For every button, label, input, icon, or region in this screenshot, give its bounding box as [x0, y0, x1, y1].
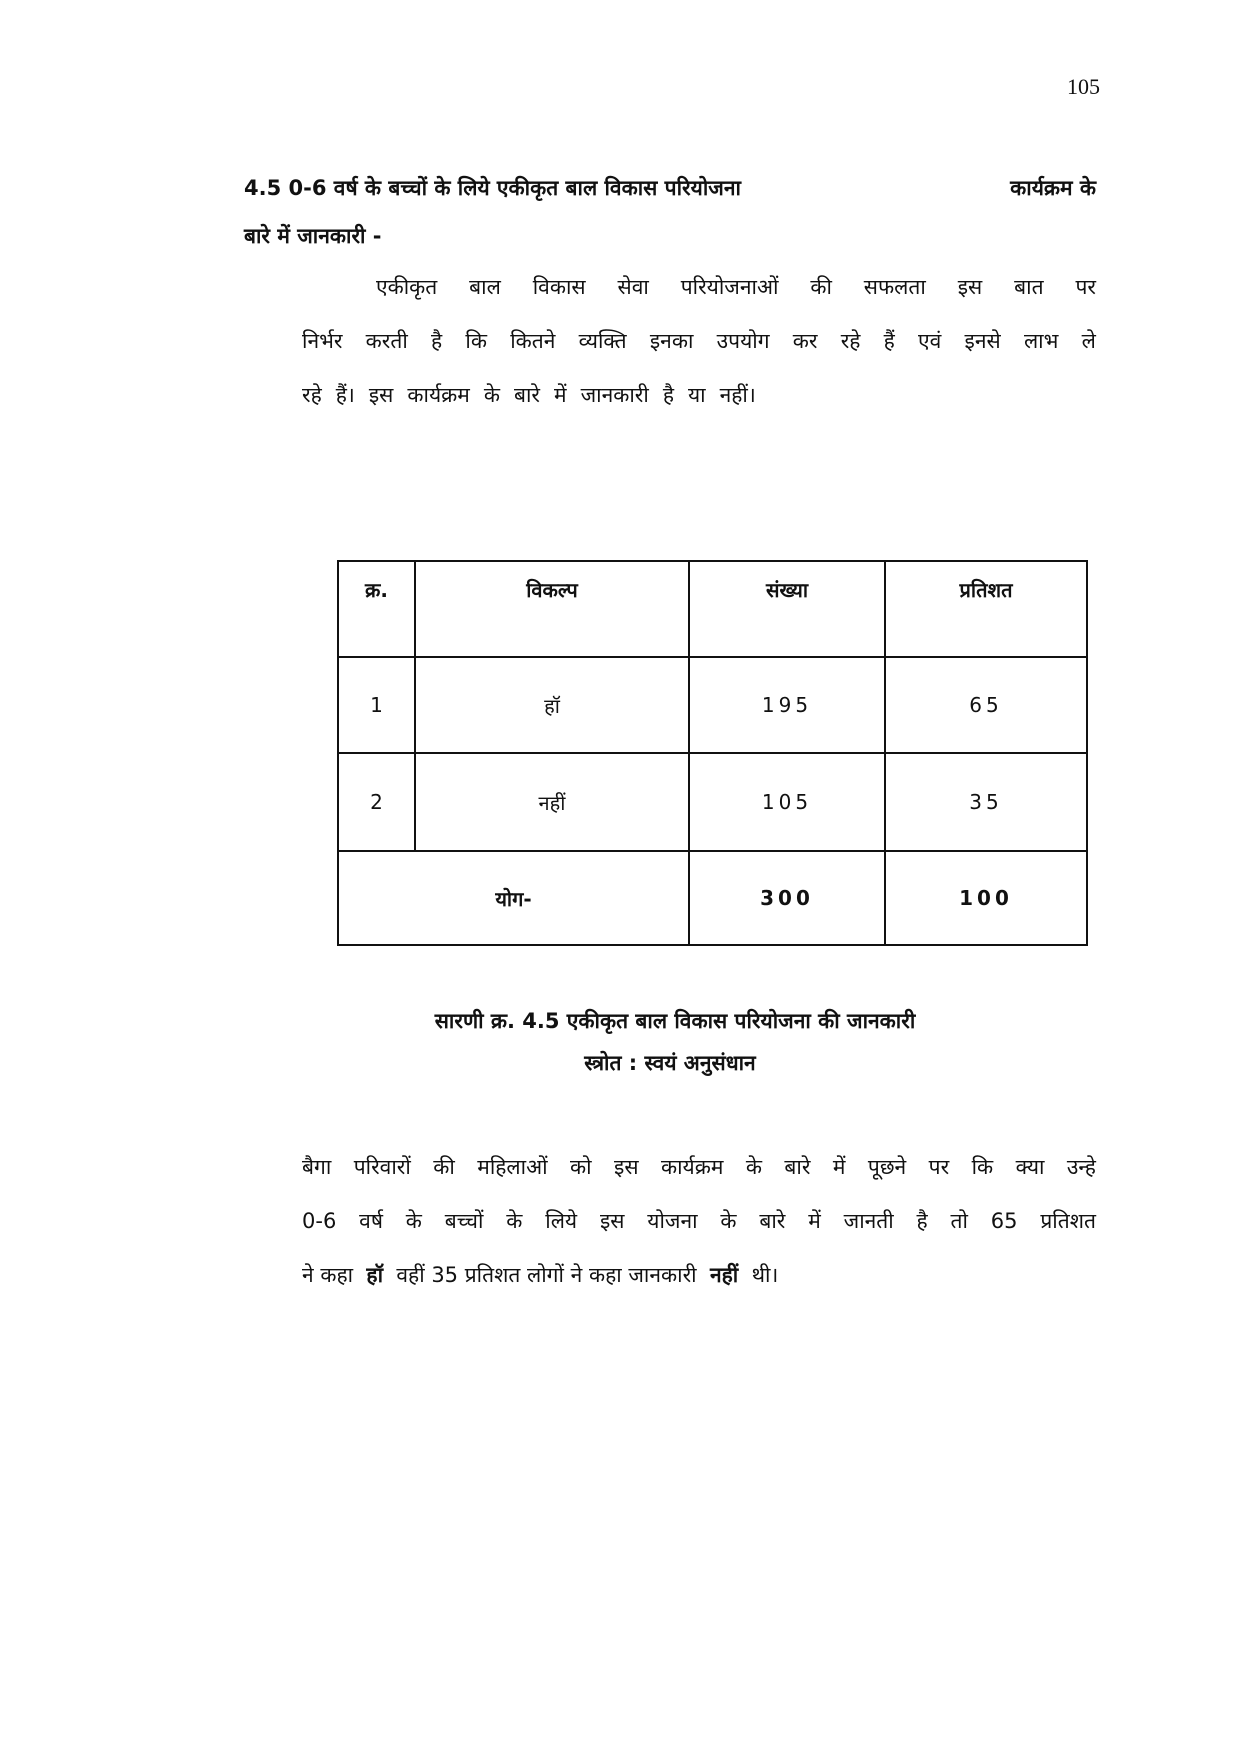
word: को: [570, 1155, 592, 1179]
outro-text: वहीं 35 प्रतिशत लोगों ने कहा जानकारी: [396, 1263, 697, 1287]
table-caption: [244, 1000, 1096, 1084]
row-percent: 65: [885, 657, 1087, 753]
word: उपयोग: [716, 329, 770, 353]
word: इस: [614, 1155, 639, 1179]
word: परिवारों: [353, 1155, 411, 1179]
row-count: 105: [689, 753, 885, 851]
word: महिलाओं: [477, 1155, 548, 1179]
header-option: विकल्प: [415, 561, 689, 657]
table-row: [338, 753, 1087, 851]
header-serial: क्र.: [338, 561, 415, 657]
total-label: योग-: [338, 851, 689, 945]
table-total-row: [338, 851, 1087, 945]
outro-bold-yes: हॉ: [366, 1263, 384, 1287]
row-option: हॉ: [415, 657, 689, 753]
header-percent: प्रतिशत: [885, 561, 1087, 657]
word: के: [405, 1209, 422, 1233]
word: वर्ष: [359, 1209, 383, 1233]
intro-line-3: [302, 368, 1096, 422]
word: के: [506, 1209, 523, 1233]
header-count: संख्या: [689, 561, 885, 657]
word: योजना: [647, 1209, 698, 1233]
word: हैं।: [335, 383, 355, 407]
word: परियोजनाओं: [680, 275, 779, 299]
word: एवं: [918, 329, 942, 353]
word: लिये: [545, 1209, 578, 1233]
row-serial: 2: [338, 753, 415, 851]
word: बारे: [513, 383, 540, 407]
word: कि: [971, 1155, 994, 1179]
row-count: 195: [689, 657, 885, 753]
word: प्रतिशत: [1040, 1209, 1096, 1233]
word: इस: [599, 1209, 625, 1233]
word: करती: [365, 329, 408, 353]
table-row: [338, 657, 1087, 753]
section-title-part-1: 0-6 वर्ष के बच्चों के लिये एकीकृत बाल विकास परियोजना: [288, 176, 741, 200]
icds-awareness-table: [337, 560, 1088, 946]
word: तो: [950, 1209, 968, 1233]
word: निर्भर: [302, 329, 343, 353]
word: बच्चों: [444, 1209, 484, 1233]
word: इनसे: [964, 329, 1001, 353]
word: विकास: [532, 275, 586, 299]
outro-paragraph: [302, 1140, 1096, 1302]
row-percent: 35: [885, 753, 1087, 851]
table-header-row: [338, 561, 1087, 657]
word: 0-6: [302, 1209, 337, 1233]
word: बात: [1014, 275, 1044, 299]
word: कितने: [510, 329, 556, 353]
word: हैं: [883, 329, 895, 353]
word: के: [720, 1209, 737, 1233]
word: बैगा: [302, 1155, 332, 1179]
row-serial: 1: [338, 657, 415, 753]
word: एकीकृत: [376, 275, 438, 299]
word: नहीं।: [719, 383, 756, 407]
word: की: [810, 275, 832, 299]
word: जानती: [843, 1209, 894, 1233]
outro-bold-no: नहीं: [709, 1263, 739, 1287]
word: में: [832, 1155, 846, 1179]
word: बारे: [759, 1209, 786, 1233]
word: इस: [957, 275, 983, 299]
word: की: [433, 1155, 455, 1179]
word: पूछने: [867, 1155, 907, 1179]
word: है: [431, 329, 443, 353]
word: है: [662, 383, 674, 407]
intro-line-1: [302, 260, 1096, 314]
word: कार्यक्रम: [660, 1155, 724, 1179]
word: रहे: [302, 383, 322, 407]
word: या: [688, 383, 706, 407]
word: कि: [465, 329, 487, 353]
word: उन्हे: [1066, 1155, 1096, 1179]
outro-line-1: [302, 1140, 1096, 1194]
outro-line-2: [302, 1194, 1096, 1248]
word: लाभ: [1023, 329, 1059, 353]
word: जानकारी: [580, 383, 649, 407]
word: में: [554, 383, 567, 407]
section-title-part-2: कार्यक्रम के: [1010, 176, 1096, 200]
outro-line-3: [302, 1248, 1096, 1302]
outro-text: ने कहा: [302, 1263, 354, 1287]
word: इनका: [649, 329, 694, 353]
section-heading-line-1: [244, 164, 1096, 212]
intro-paragraph: [302, 260, 1096, 422]
word: सेवा: [617, 275, 649, 299]
page-number: 105: [1067, 74, 1100, 99]
word: ले: [1081, 329, 1096, 353]
intro-line-2: [302, 314, 1096, 368]
word: कार्यक्रम: [407, 383, 470, 407]
word: सफलता: [863, 275, 926, 299]
word: 65: [990, 1209, 1018, 1233]
word: के: [483, 383, 500, 407]
caption-source: स्त्रोत : स्वयं अनुसंधान: [584, 1051, 756, 1075]
total-count: 300: [689, 851, 885, 945]
section-number: 4.5: [244, 176, 282, 200]
word: बाल: [469, 275, 501, 299]
caption-title: सारणी क्र. 4.5 एकीकृत बाल विकास परियोजना की जानकारी: [434, 1009, 916, 1033]
total-percent: 100: [885, 851, 1087, 945]
row-option: नहीं: [415, 753, 689, 851]
word: क्या: [1015, 1155, 1045, 1179]
section-heading: [244, 164, 1096, 260]
word: है: [916, 1209, 928, 1233]
word: व्यक्ति: [578, 329, 627, 353]
outro-text: थी।: [751, 1263, 779, 1287]
word: पर: [1075, 275, 1096, 299]
word: इस: [368, 383, 394, 407]
word: रहे: [840, 329, 861, 353]
word: के: [745, 1155, 762, 1179]
section-heading-line-2: बारे में जानकारी -: [244, 224, 382, 248]
word: कर: [792, 329, 818, 353]
word: बारे: [784, 1155, 811, 1179]
word: में: [808, 1209, 821, 1233]
word: पर: [928, 1155, 950, 1179]
